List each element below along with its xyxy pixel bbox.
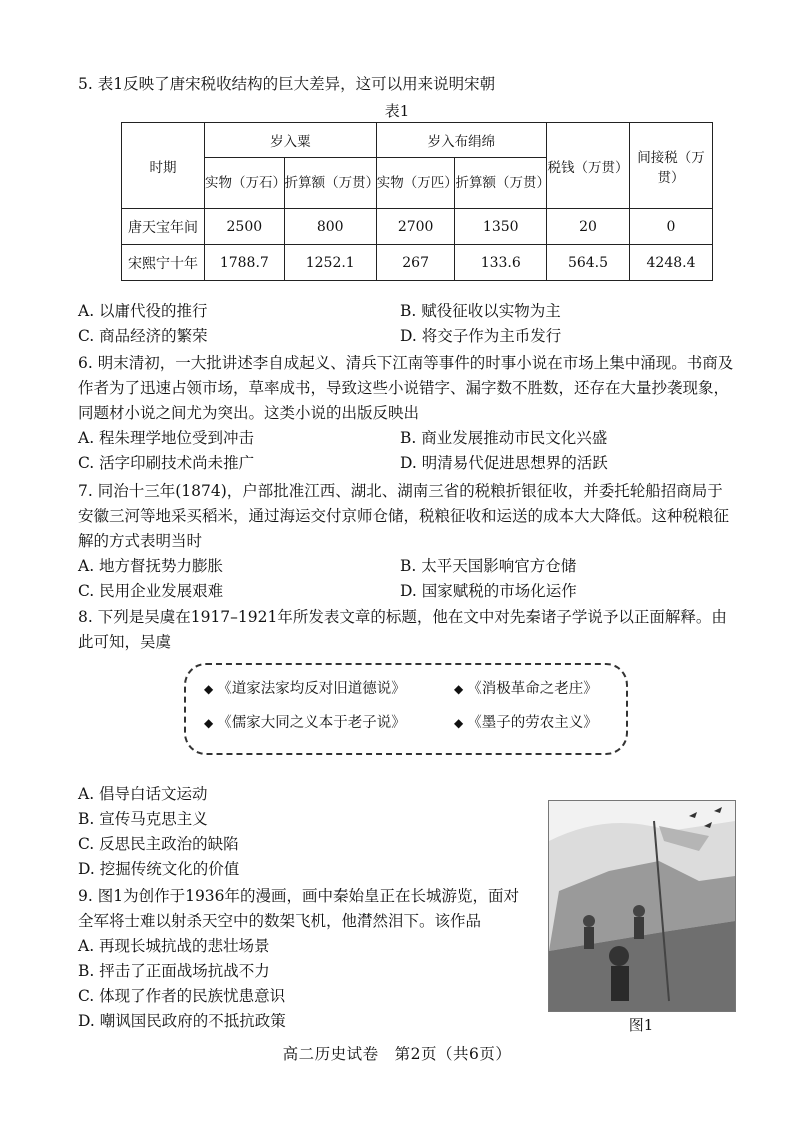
page-footer: 高二历史试卷 第2页（共6页）	[282, 1045, 512, 1063]
option-a[interactable]: A. 以庸代役的推行	[78, 302, 208, 320]
diamond-bullet-icon: ◆	[454, 716, 464, 730]
option-b[interactable]: B. 商业发展推动市民文化兴盛	[400, 429, 608, 447]
question-7-stem: 7. 同治十三年(1874)，户部批准江西、湖北、湖南三省的税粮折银征收，并委托轮船招商局于安徽三河等地采买稻米，通过海运交付京师仓储，税粮征收和运送的成本大大降低。这种税粮征解的方式表明当时	[78, 482, 730, 550]
cell: 133.6	[455, 245, 547, 281]
article-title-text: 《消极革命之老庄》	[467, 681, 598, 697]
diamond-bullet-icon: ◆	[204, 682, 214, 696]
cell: 564.5	[547, 245, 630, 281]
header-silk: 岁入布绢绵	[376, 123, 546, 158]
article-title-text: 《儒家大同之义本于老子说》	[217, 715, 406, 731]
header-silk-converted: 折算额（万贯）	[455, 158, 547, 209]
option-b[interactable]: B. 赋役征收以实物为主	[400, 302, 561, 320]
table-row	[122, 245, 713, 281]
row-period: 宋熙宁十年	[122, 245, 205, 281]
cell: 20	[547, 209, 630, 245]
option-d[interactable]: D. 挖掘传统文化的价值	[78, 860, 240, 878]
figure-1-cartoon	[548, 800, 736, 1012]
option-a[interactable]: A. 地方督抚势力膨胀	[78, 557, 224, 575]
question-9-stem: 9. 图1为创作于1936年的漫画，画中秦始皇正在长城游览，面对全军将士难以射杀天空中的数架飞机，他潸然泪下。该作品	[78, 887, 520, 930]
diamond-bullet-icon: ◆	[204, 716, 214, 730]
question-6-stem: 6. 明末清初，一大批讲述李自成起义、清兵下江南等事件的时事小说在市场上集中涌现。书商及作者为了迅速占领市场，草率成书，导致这些小说错字、漏字数不胜数，还存在大量抄袭现象，同题材小说之间尤为突出。这类小说的出版反映出	[78, 354, 734, 422]
question-5-options	[78, 299, 738, 349]
article-title	[204, 677, 454, 701]
header-grain-goods: 实物（万石）	[205, 158, 285, 209]
question-5	[78, 72, 738, 97]
option-c[interactable]: C. 民用企业发展艰难	[78, 582, 224, 600]
question-8	[78, 605, 738, 655]
header-grain-converted: 折算额（万贯）	[284, 158, 376, 209]
option-b[interactable]: B. 宣传马克思主义	[78, 810, 208, 828]
option-a[interactable]: A. 程朱理学地位受到冲击	[78, 429, 255, 447]
header-silk-goods: 实物（万匹）	[376, 158, 455, 209]
option-d[interactable]: D. 嘲讽国民政府的不抵抗政策	[78, 1012, 286, 1030]
row-period: 唐天宝年间	[122, 209, 205, 245]
header-indirect-tax: 间接税（万贯）	[630, 123, 713, 209]
article-title-text: 《道家法家均反对旧道德说》	[217, 681, 406, 697]
article-title	[454, 711, 634, 735]
option-a[interactable]: A. 倡导白话文运动	[78, 785, 208, 803]
table-1	[121, 122, 713, 281]
option-d[interactable]: D. 将交子作为主币发行	[400, 327, 562, 345]
cell: 1788.7	[205, 245, 285, 281]
diamond-bullet-icon: ◆	[454, 682, 464, 696]
table-1-title: 表1	[384, 102, 410, 120]
cell: 1350	[455, 209, 547, 245]
option-c[interactable]: C. 体现了作者的民族忧患意识	[78, 987, 286, 1005]
question-7	[78, 479, 738, 604]
cell: 2500	[205, 209, 285, 245]
option-a[interactable]: A. 再现长城抗战的悲壮场景	[78, 937, 270, 955]
question-8-stem: 8. 下列是吴虞在1917–1921年所发表文章的标题，他在文中对先秦诸子学说予以正面解释。由此可知，吴虞	[78, 608, 727, 651]
cell: 4248.4	[630, 245, 713, 281]
header-grain: 岁入粟	[205, 123, 377, 158]
header-period: 时期	[122, 123, 205, 209]
article-title-text: 《墨子的劳农主义》	[467, 715, 598, 731]
option-d[interactable]: D. 国家赋税的市场化运作	[400, 582, 577, 600]
option-c[interactable]: C. 商品经济的繁荣	[78, 327, 208, 345]
article-titles-box	[184, 663, 628, 755]
question-8-options	[78, 782, 538, 882]
header-tax-money: 税钱（万贯）	[547, 123, 630, 209]
option-b[interactable]: B. 太平天国影响官方仓储	[400, 557, 577, 575]
article-title	[454, 677, 634, 701]
question-5-stem: 5. 表1反映了唐宋税收结构的巨大差异，这可以用来说明宋朝	[78, 75, 496, 93]
table-row	[122, 209, 713, 245]
option-c[interactable]: C. 反思民主政治的缺陷	[78, 835, 239, 853]
cell: 2700	[376, 209, 455, 245]
option-c[interactable]: C. 活字印刷技术尚未推广	[78, 454, 255, 472]
question-6	[78, 351, 738, 476]
cell: 0	[630, 209, 713, 245]
option-b[interactable]: B. 抨击了正面战场抗战不力	[78, 962, 270, 980]
question-9	[78, 884, 533, 1034]
option-d[interactable]: D. 明清易代促进思想界的活跃	[400, 454, 608, 472]
cartoon-illustration	[549, 801, 735, 1011]
cell: 1252.1	[284, 245, 376, 281]
figure-1-caption: 图1	[628, 1016, 654, 1034]
article-title	[204, 711, 454, 735]
cell: 267	[376, 245, 455, 281]
cell: 800	[284, 209, 376, 245]
